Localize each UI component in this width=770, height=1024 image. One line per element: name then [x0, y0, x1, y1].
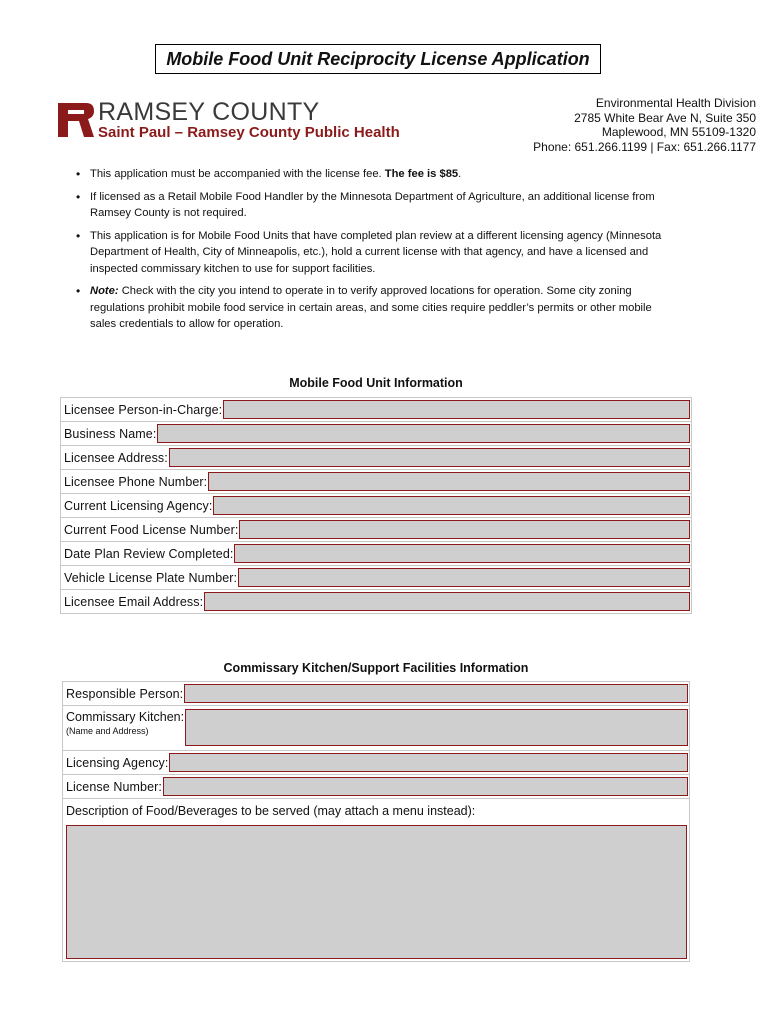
logo-subtitle: Saint Paul – Ramsey County Public Health [98, 124, 400, 141]
mobile-unit-field-label: Current Licensing Agency: [64, 498, 213, 513]
form-title: Mobile Food Unit Reciprocity License Application [155, 44, 601, 74]
ramsey-county-logo [56, 98, 416, 141]
fee-amount: The fee is $85 [384, 168, 459, 180]
instruction-mda: • If licensed as a Retail Mobile Food Handler by the Minnesota Department of Agriculture, an additional license from Ramsey County is not required. [74, 189, 664, 222]
note-label: Note: [90, 285, 119, 297]
instruction-note: • Note: Check with the city you intend to operate in to verify approved locations for operation. Some city zoning regulations prohibit mobile food service in certain areas, and some cities require peddler’s permits or other mobile sales credentials to allow for operation. [74, 283, 664, 333]
mobile-unit-row [61, 542, 691, 565]
mobile-unit-field-input[interactable] [157, 424, 690, 443]
city-state-zip: Maplewood, MN 55109-1320 [601, 125, 756, 139]
instruction-plan-review: • This application is for Mobile Food Units that have completed plan review at a different licensing agency (Minnesota Department of Health, City of Minneapolis, etc.), hold a current license with that agency, and have a licensed and inspected commissary kitchen to use for support facilities. [74, 228, 664, 278]
mobile-unit-field-input[interactable] [208, 472, 690, 491]
mobile-unit-row [61, 518, 691, 541]
phone-fax: Phone: 651.266.1199 | Fax: 651.266.1177 [533, 139, 756, 154]
commissary-kitchen-input[interactable] [185, 709, 688, 746]
mobile-unit-field-label: Vehicle License Plate Number: [64, 570, 238, 585]
commissary-heading: Commissary Kitchen/Support Facilities Information [223, 661, 529, 675]
license-number-row [63, 775, 689, 798]
mobile-unit-field-label: Business Name: [64, 426, 157, 441]
instruction-fee: • This application must be accompanied with the license fee. The fee is $85. [74, 166, 664, 183]
commissary-kitchen-sublabel: (Name and Address) [66, 726, 149, 736]
commissary-kitchen-label: Commissary Kitchen: [66, 710, 185, 724]
license-number-input[interactable] [163, 777, 688, 796]
mobile-unit-row [61, 590, 691, 613]
license-number-label: License Number: [66, 779, 162, 794]
responsible-person-row [63, 682, 689, 705]
logo-county-name: RAMSEY COUNTY [98, 98, 320, 126]
mobile-unit-field-label: Current Food License Number: [64, 522, 239, 537]
mobile-unit-field-label: Licensee Email Address: [64, 594, 204, 609]
mobile-unit-row [61, 470, 691, 493]
mobile-unit-row [61, 422, 691, 445]
licensing-agency-row [63, 751, 689, 774]
mobile-unit-field-label: Date Plan Review Completed: [64, 546, 234, 561]
mobile-unit-row [61, 398, 691, 421]
mobile-unit-row [61, 494, 691, 517]
mobile-unit-field-input[interactable] [239, 520, 690, 539]
commissary-table [62, 681, 690, 962]
description-textarea[interactable] [66, 825, 687, 959]
mobile-unit-heading: Mobile Food Unit Information [289, 376, 463, 390]
mobile-unit-field-input[interactable] [169, 448, 690, 467]
address-block [533, 96, 756, 154]
mobile-unit-table [60, 397, 692, 614]
responsible-person-label: Responsible Person: [66, 686, 184, 701]
instructions-list [74, 166, 664, 339]
mobile-unit-row [61, 566, 691, 589]
mobile-unit-field-input[interactable] [223, 400, 690, 419]
licensing-agency-label: Licensing Agency: [66, 755, 169, 770]
street-address: 2785 White Bear Ave N, Suite 350 [574, 110, 756, 125]
ramsey-county-logo-mark-icon [56, 101, 96, 139]
licensing-agency-input[interactable] [169, 753, 688, 772]
mobile-unit-field-input[interactable] [213, 496, 690, 515]
description-label: Description of Food/Beverages to be served (may attach a menu instead): [66, 804, 476, 818]
mobile-unit-field-label: Licensee Phone Number: [64, 474, 208, 489]
responsible-person-input[interactable] [184, 684, 688, 703]
mobile-unit-field-input[interactable] [238, 568, 690, 587]
mobile-unit-field-label: Licensee Person-in-Charge: [64, 402, 223, 417]
commissary-kitchen-row [63, 706, 689, 750]
mobile-unit-field-input[interactable] [204, 592, 690, 611]
mobile-unit-field-input[interactable] [234, 544, 690, 563]
division-name: Environmental Health Division [595, 96, 756, 110]
mobile-unit-row [61, 446, 691, 469]
mobile-unit-field-label: Licensee Address: [64, 450, 168, 465]
